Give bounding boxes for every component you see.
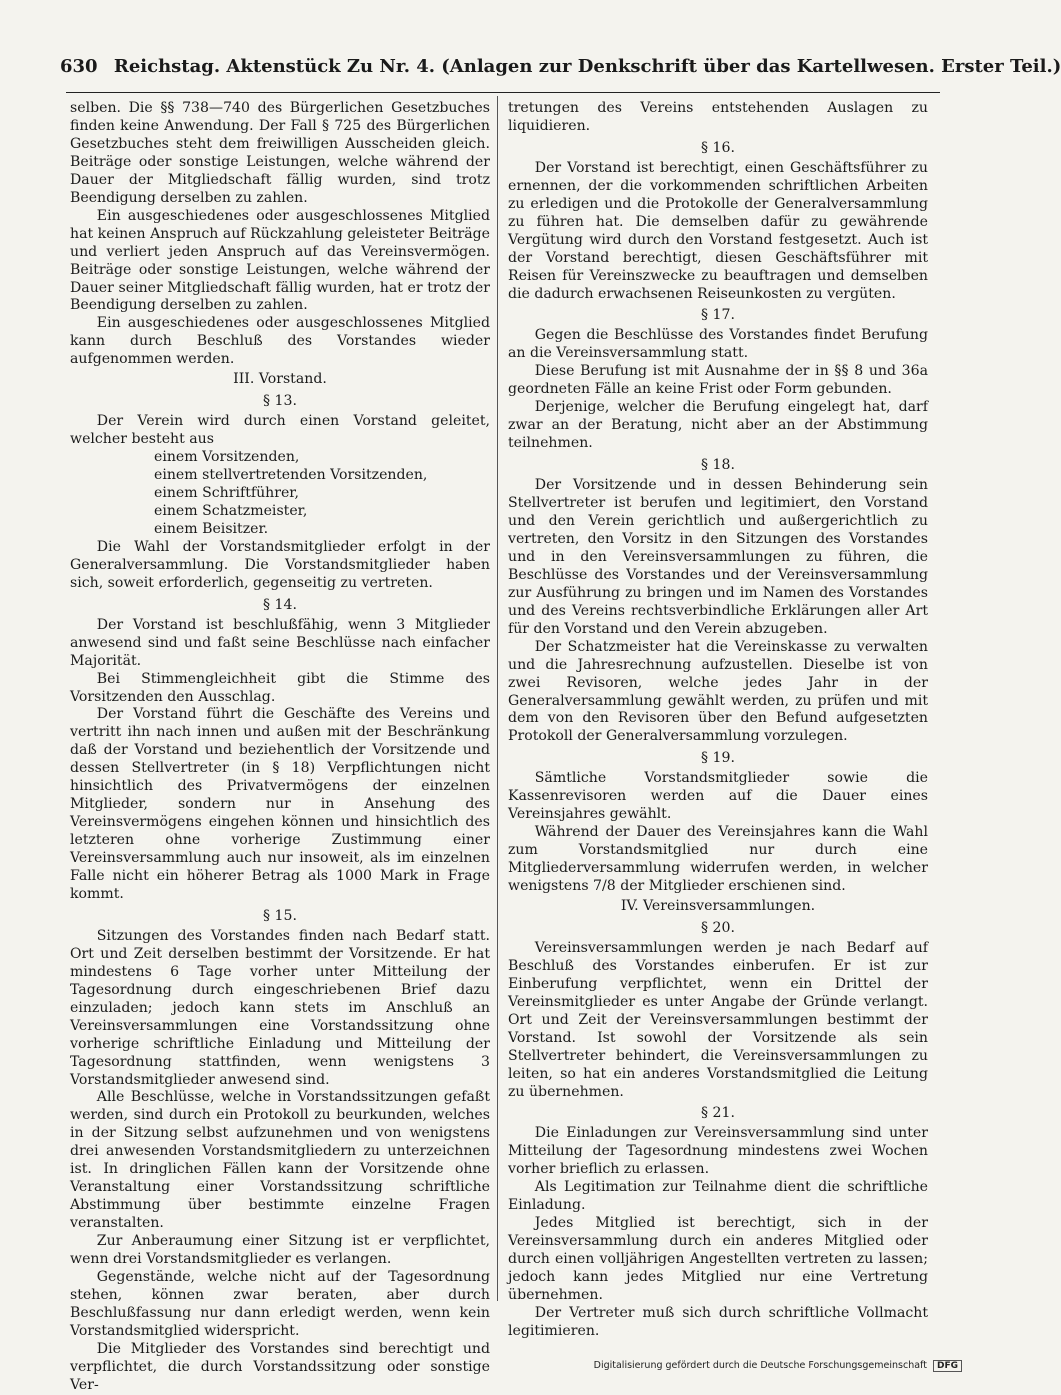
body-paragraph: Die Einladungen zur Vereinsversammlung sind unter Mitteilung der Tagesordnung mindestens zwei Wochen vorher brieflich zu erlassen.: [508, 1125, 928, 1178]
paragraph-number: § 16.: [701, 139, 735, 156]
page-header: [60, 56, 1061, 90]
section-heading: III. Vorstand.: [233, 371, 327, 388]
body-paragraph: Diese Berufung ist mit Ausnahme der in §§ 8 und 36a geordneten Fälle an keine Frist oder Form gebunden.: [508, 363, 928, 398]
dfg-logo: DFG: [933, 1360, 962, 1372]
body-paragraph: Der Vorstand ist berechtigt, einen Geschäftsführer zu ernennen, der die vorkommenden schriftlichen Arbeiten zu erledigen und die Protokolle der Generalversammlung zu führen hat. Die demselben dafür zu gewährende Vergütung wird durch den Vorstand festgesetzt. Auch ist der Vorstand berechtigt, diesen Geschäftsführer mit Reisen für Vereinszwecke zu beauftragen und demselben die dadurch erwachsenen Reiseunkosten zu vergüten.: [508, 159, 928, 302]
list-item: einem Beisitzer.: [154, 520, 269, 537]
body-paragraph: Während der Dauer des Vereinsjahres kann die Wahl zum Vorstandsmitglied nur durch eine Mitgliederversammlung widerrufen werden, in welcher wenigstens 7/8 der Mitglieder erschienen sind.: [508, 824, 928, 895]
column-divider: [497, 96, 498, 1301]
footer: [594, 1360, 962, 1372]
body-paragraph: Jedes Mitglied ist berechtigt, sich in der Vereinsversammlung durch ein anderes Mitglied oder durch einen volljährigen Angestellten vertreten zu lassen; jedoch kann jedes Mitglied nur eine Vertretung übernehmen.: [508, 1215, 928, 1303]
body-paragraph: Als Legitimation zur Teilnahme dient die schriftliche Einladung.: [508, 1179, 928, 1214]
body-paragraph: Die Wahl der Vorstandsmitglieder erfolgt in der Generalversammlung. Die Vorstandsmitglieder haben sich, soweit erforderlich, gegenseitig zu vertreten.: [70, 538, 490, 591]
paragraph-number: § 13.: [263, 393, 297, 410]
left-column: [70, 100, 490, 1395]
paragraph-number: § 15.: [263, 907, 297, 924]
section-heading: IV. Vereinsversammlungen.: [620, 897, 816, 914]
body-paragraph: Der Vorstand ist beschlußfähig, wenn 3 Mitglieder anwesend sind und faßt seine Beschlüsse nach einfacher Majorität.: [70, 616, 490, 669]
paragraph-number: § 14.: [263, 596, 297, 613]
body-paragraph: Gegenstände, welche nicht auf der Tagesordnung stehen, können zwar beraten, aber durch Beschlußfassung nur dann erledigt werden, wenn kein Vorstandsmitglied widerspricht.: [70, 1269, 490, 1339]
body-paragraph: tretungen des Vereins entstehenden Auslagen zu liquidieren.: [508, 100, 928, 134]
running-title: Reichstag. Aktenstück Zu Nr. 4. (Anlagen zur Denkschrift über das Kartellwesen. Erster Teil.): [113, 56, 1061, 77]
paragraph-number: § 17.: [701, 307, 735, 324]
body-paragraph: Vereinsversammlungen werden je nach Bedarf auf Beschluß des Vorstandes einberufen. Er ist zur Einberufung verpflichtet, wenn ein Drittel der Vereinsmitglieder es unter Angabe der Gründe verlangt. Ort und Zeit der Vereinsversammlungen bestimmt der Vorstand. Ist sowohl der Vorsitzende als sein Stellvertreter behindert, die Vereinsversammlungen zu leiten, so hat ein anderes Vorstandsmitglied die Leitung zu übernehmen.: [508, 939, 928, 1100]
body-paragraph: Die Mitglieder des Vorstandes sind berechtigt und verpflichtet, die durch Vorstandssitzung oder sonstige Ver-: [70, 1340, 490, 1393]
list-item: einem Schatzmeister,: [154, 502, 308, 519]
header-rule: [66, 92, 940, 93]
paragraph-number: § 20.: [701, 919, 735, 936]
body-paragraph: Bei Stimmengleichheit gibt die Stimme des Vorsitzenden den Ausschlag.: [70, 670, 490, 705]
paragraph-number: § 19.: [701, 750, 735, 767]
body-paragraph: Sitzungen des Vorstandes finden nach Bedarf statt. Ort und Zeit derselben bestimmt der Vorsitzende. Er hat mindestens 6 Tage vorher unter Mitteilung der Tagesordnung durch eingeschriebenen Brief dazu einzuladen; jedoch kann stets im Anschluß an Vereinsversammlungen eine Vorstandssitzung ohne vorherige schriftliche Einladung und Mitteilung der Tagesordnung stattfinden, wenn wenigstens 3 Vorstandsmitglieder anwesend sind.: [70, 927, 490, 1088]
body-paragraph: Ein ausgeschiedenes oder ausgeschlossenes Mitglied kann durch Beschluß des Vorstandes wieder aufgenommen werden.: [70, 315, 490, 368]
body-paragraph: Gegen die Beschlüsse des Vorstandes findet Berufung an die Vereinsversammlung statt.: [508, 327, 928, 362]
body-paragraph: Der Vorstand führt die Geschäfte des Vereins und vertritt ihn nach innen und außen mit der Beschränkung daß der Vorstand und beziehentlich der Vorsitzende und dessen Stellvertreter (in § 18) Verpflichtungen nicht hinsichtlich des Privatvermögens der einzelnen Mitglieder, sondern nur in Ansehung des Vereinsvermögens eingehen können und hinsichtlich des letzteren ohne vorherige Zustimmung einer Vereinsversammlung auch nur insoweit, als im einzelnen Falle nicht ein höherer Betrag als 1000 Mark in Frage kommt.: [70, 706, 490, 902]
page-number: 630: [60, 56, 98, 77]
right-column: [508, 100, 928, 1341]
body-paragraph: Der Vorsitzende und in dessen Behinderung sein Stellvertreter ist berufen und legitimiert, den Vorstand und den Verein gerichtlich und außergerichtlich zu vertreten, den Vorsitz in den Sitzungen des Vorstandes und in den Vereinsversammlungen zu führen, die Beschlüsse des Vorstandes und der Vereinsversammlung zur Ausführung zu bringen und im Namen des Vorstandes und des Vereins rechtsverbindliche Erklärungen aller Art für den Vorstand und den Verein abzugeben.: [508, 477, 928, 637]
list-item: einem stellvertretenden Vorsitzenden,: [154, 467, 428, 484]
list-item: einem Vorsitzenden,: [154, 449, 300, 466]
paragraph-number: § 21.: [701, 1105, 735, 1122]
funding-note: Digitalisierung gefördert durch die Deutsche Forschungsgemeinschaft: [593, 1360, 927, 1371]
body-paragraph: selben. Die §§ 738—740 des Bürgerlichen Gesetzbuches finden keine Anwendung. Der Fall § 725 des Bürgerlichen Gesetzbuches steht dem freiwilligen Ausscheiden gleich. Beiträge oder sonstige Leistungen, welche während der Dauer der Mitgliedschaft fällig wurden, sind trotz Beendigung derselben zu zahlen.: [70, 100, 490, 206]
body-paragraph: Derjenige, welcher die Berufung eingelegt hat, darf zwar an der Beratung, nicht aber an der Abstimmung teilnehmen.: [508, 399, 928, 452]
body-paragraph: Der Schatzmeister hat die Vereinskasse zu verwalten und die Jahresrechnung aufzustellen. Dieselbe ist von zwei Revisoren, welche jedes Jahr in der Generalversammlung gewählt werden, zu prüfen und mit dem von den Revisoren über den Befund aufgesetzten Protokoll der Generalversammlung vorzulegen.: [508, 638, 928, 745]
paragraph-number: § 18.: [701, 457, 735, 474]
body-paragraph: Ein ausgeschiedenes oder ausgeschlossenes Mitglied hat keinen Anspruch auf Rückzahlung geleisteter Beiträge und verliert jeden Anspruch auf das Vereinsvermögen. Beiträge oder sonstige Leistungen, welche während der Dauer seiner Mitgliedschaft fällig wurden, hat er trotz der Beendigung derselben zu zahlen.: [70, 207, 490, 314]
body-paragraph: Der Vertreter muß sich durch schriftliche Vollmacht legitimieren.: [508, 1304, 928, 1339]
body-paragraph: Alle Beschlüsse, welche in Vorstandssitzungen gefaßt werden, sind durch ein Protokoll zu beurkunden, welches in der Sitzung selbst aufzunehmen und von wenigstens drei anwesenden Vorstandsmitgliedern zu unterzeichnen ist. In dringlichen Fällen kann der Vorsitzende ohne Veranstaltung einer Vorstandssitzung schriftliche Abstimmung über bestimmte einzelne Fragen veranstalten.: [70, 1089, 490, 1232]
list-item: einem Schriftführer,: [154, 485, 299, 502]
body-paragraph: Sämtliche Vorstandsmitglieder sowie die Kassenrevisoren werden auf die Dauer eines Vereinsjahres gewählt.: [508, 770, 928, 823]
body-paragraph: Der Verein wird durch einen Vorstand geleitet, welcher besteht aus: [70, 413, 490, 448]
body-paragraph: Zur Anberaumung einer Sitzung ist er verpflichtet, wenn drei Vorstandsmitglieder es verlangen.: [70, 1233, 490, 1268]
